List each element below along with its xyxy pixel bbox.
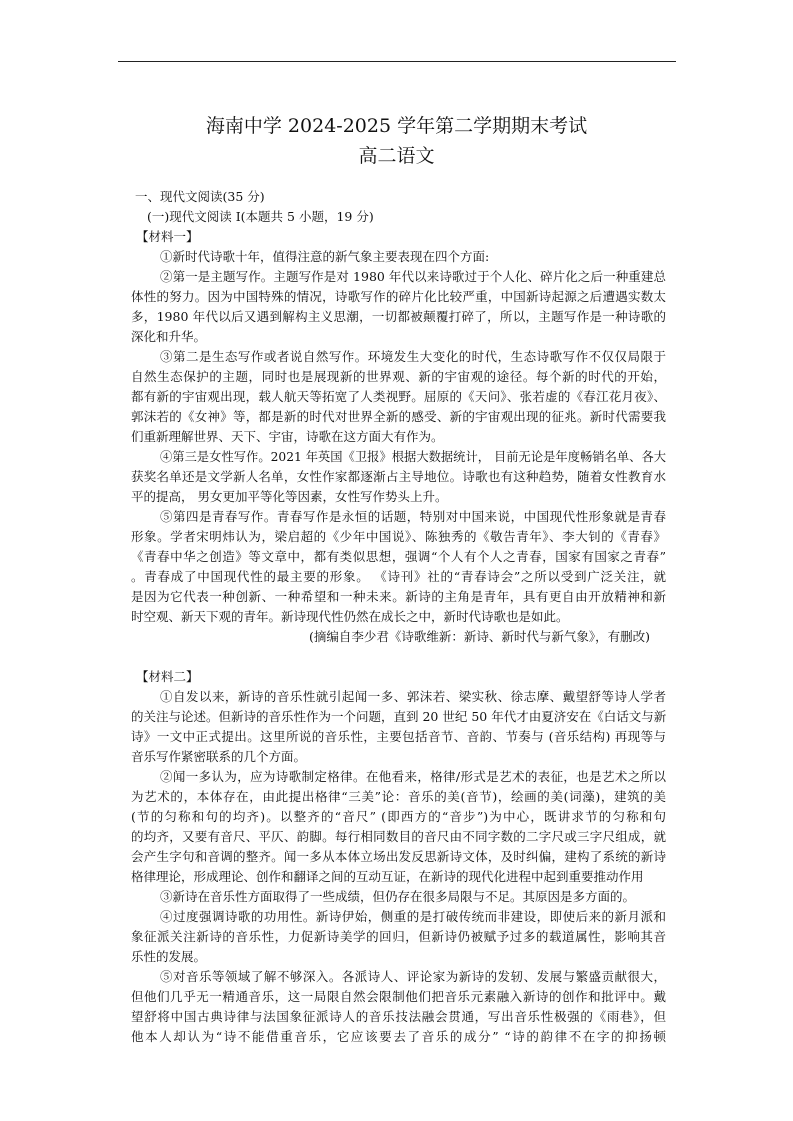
paragraph-line: 的关注与论述。但新诗的音乐性作为一个问题，直到 20 世纪 50 年代才由夏济安在《白话文与新 bbox=[131, 709, 667, 724]
paragraph-line: 《青春中华之创造》等文章中，都有类似思想，强调“个人有个人之青春，国家有国家之青春” bbox=[131, 549, 666, 564]
paragraph-line: 他本人却认为“诗不能借重音乐，它应该要去了音乐的成分” “诗的韵律不在字的抑扬顿 bbox=[131, 1029, 666, 1044]
paragraph-line: 形象。学者宋明炜认为，梁启超的《少年中国说》、陈独秀的《敬告青年》、李大钊的《青春》 bbox=[131, 529, 666, 544]
paragraph-line: 为艺术的，本体存在，由此提出格律“三美”论：音乐的美(音节)，绘画的美(词藻)，建筑的美 bbox=[131, 789, 666, 804]
paragraph-line: 郭沫若的《女神》等，都是新的时代对世界全新的感受、新的宇宙观出现的征兆。新时代需要我 bbox=[131, 409, 666, 424]
section-heading: 一、现代文阅读(35 分) bbox=[135, 189, 265, 204]
exam-subtitle: 高二语文 bbox=[358, 145, 435, 167]
material-2-label: 【材料二】 bbox=[136, 669, 199, 684]
paragraph-line: 但他们几乎无一精通音乐，这一局限自然会限制他们把音乐元素融入新诗的创作和批评中。戴 bbox=[131, 989, 666, 1004]
header-rule bbox=[118, 61, 676, 62]
paragraph-line: ④过度强调诗歌的功用性。新诗伊始，侧重的是打破传统而非建设，即使后来的新月派和 bbox=[160, 909, 666, 924]
source-citation: (摘编自李少君《诗歌维新：新诗、新时代与新气象》，有删改) bbox=[309, 629, 651, 644]
paragraph-line: 的均齐，又要有音尺、平仄、韵脚。每行相同数目的音尺由不同字数的二字尺或三字尺组成，就 bbox=[131, 829, 666, 844]
paragraph-line: 平的提高， 男女更加平等化等因素，女性写作势头上升。 bbox=[131, 489, 448, 504]
exam-title: 海南中学 2024-2025 学年第二学期期末考试 bbox=[205, 115, 588, 137]
paragraph-line: ③新诗在音乐性方面取得了一些成绩，但仍存在很多局限与不足。其原因是多方面的。 bbox=[160, 889, 636, 904]
material-1-label: 【材料一】 bbox=[136, 229, 199, 244]
paragraph-line: 格律理论，形成理论、创作和翻译之间的互动互证，在新诗的现代化进程中起到重要推动作用 bbox=[131, 869, 644, 884]
paragraph-line: 时空观、新天下观的青年。新诗现代性仍然在成长之中，新时代诗歌也是如此。 bbox=[131, 609, 569, 624]
paragraph-line: 自然生态保护的主题，同时也是展现新的世界观、新的宇宙观的途径。每个新的时代的开始， bbox=[131, 369, 666, 384]
paragraph-line: 是因为它代表一种创新、一种希望和一种未来。新诗的主角是青年，具有更自由开放精神和新 bbox=[131, 589, 666, 604]
paragraph-line: ⑤第四是青春写作。青春写作是永恒的话题，特别对中国来说，中国现代性形象就是青春 bbox=[160, 509, 666, 524]
paragraph-line: 乐性的发展。 bbox=[131, 949, 207, 964]
paragraph-line: ①新时代诗歌十年，值得注意的新气象主要表现在四个方面: bbox=[160, 249, 490, 264]
paragraph-line: (节的匀称和句的均齐)。以整齐的“音尺” (即西方的“音步”)为中心，既讲求节的匀称和句 bbox=[131, 809, 666, 824]
paragraph-line: 象征派关注新诗的音乐性，力促新诗美学的回归，但新诗仍被赋予过多的载道属性，影响其音 bbox=[131, 929, 666, 944]
paragraph-line: 。青春成了中国现代性的最主要的形象。 《诗刊》社的“青春诗会”之所以受到广泛关注，就 bbox=[131, 569, 666, 584]
paragraph-line: 获奖名单还是文学新人名单，女性作家都逐渐占主导地位。诗歌也有这种趋势，随着女性教育水 bbox=[131, 469, 666, 484]
paragraph-line: 望舒将中国古典诗律与法国象征派诗人的音乐技法融会贯通，写出音乐性极强的《雨巷》，但 bbox=[131, 1009, 666, 1024]
paragraph-line: ②第一是主题写作。主题写作是对 1980 年代以来诗歌过于个人化、碎片化之后一种重建总 bbox=[160, 269, 666, 284]
paragraph-line: 会产生字句和音调的整齐。闻一多从本体立场出发反思新诗文体，及时纠偏，建构了系统的新诗 bbox=[131, 849, 666, 864]
paragraph-line: ⑤对音乐等领域了解不够深入。各派诗人、评论家为新诗的发轫、发展与繁盛贡献很大， bbox=[160, 969, 666, 984]
paragraph-line: 诗》一文中正式提出。这里所说的音乐性，主要包括音节、音韵、节奏与 (音乐结构) 再现等与 bbox=[131, 729, 666, 744]
paragraph-line: 深化和升华。 bbox=[131, 329, 207, 344]
paragraph-line: 都有新的宇宙观出现，载人航天等拓宽了人类视野。屈原的《天问》、张若虚的《春江花月夜》、 bbox=[131, 389, 666, 404]
paragraph-line: ③第二是生态写作或者说自然写作。环境发生大变化的时代，生态诗歌写作不仅仅局限于 bbox=[160, 349, 666, 364]
paragraph-line: ①自发以来，新诗的音乐性就引起闻一多、郭沫若、梁实秋、徐志摩、戴望舒等诗人学者 bbox=[160, 689, 666, 704]
paragraph-line: 音乐写作紧密联系的几个方面。 bbox=[131, 749, 307, 764]
paragraph-line: ②闻一多认为，应为诗歌制定格律。在他看来，格律/形式是艺术的表征，也是艺术之所以 bbox=[160, 769, 666, 784]
paragraph-line: 体性的努力。因为中国特殊的情况，诗歌写作的碎片化比较严重，中国新诗起源之后遭遇实数太 bbox=[131, 289, 666, 304]
paragraph-line: ④第三是女性写作。2021 年英国《卫报》根据大数据统计， 目前无论是年度畅销名单、各大 bbox=[160, 450, 666, 464]
paragraph-line: 们重新理解世界、天下、宇宙，诗歌在这方面大有作为。 bbox=[131, 429, 444, 444]
subsection-heading: (一)现代文阅读 I(本题共 5 小题，19 分) bbox=[147, 209, 374, 224]
paragraph-line: 多，1980 年代以后又遇到解构主义思潮，一切都被颠覆打碎了，所以，主题写作是一种诗歌的 bbox=[131, 309, 666, 324]
